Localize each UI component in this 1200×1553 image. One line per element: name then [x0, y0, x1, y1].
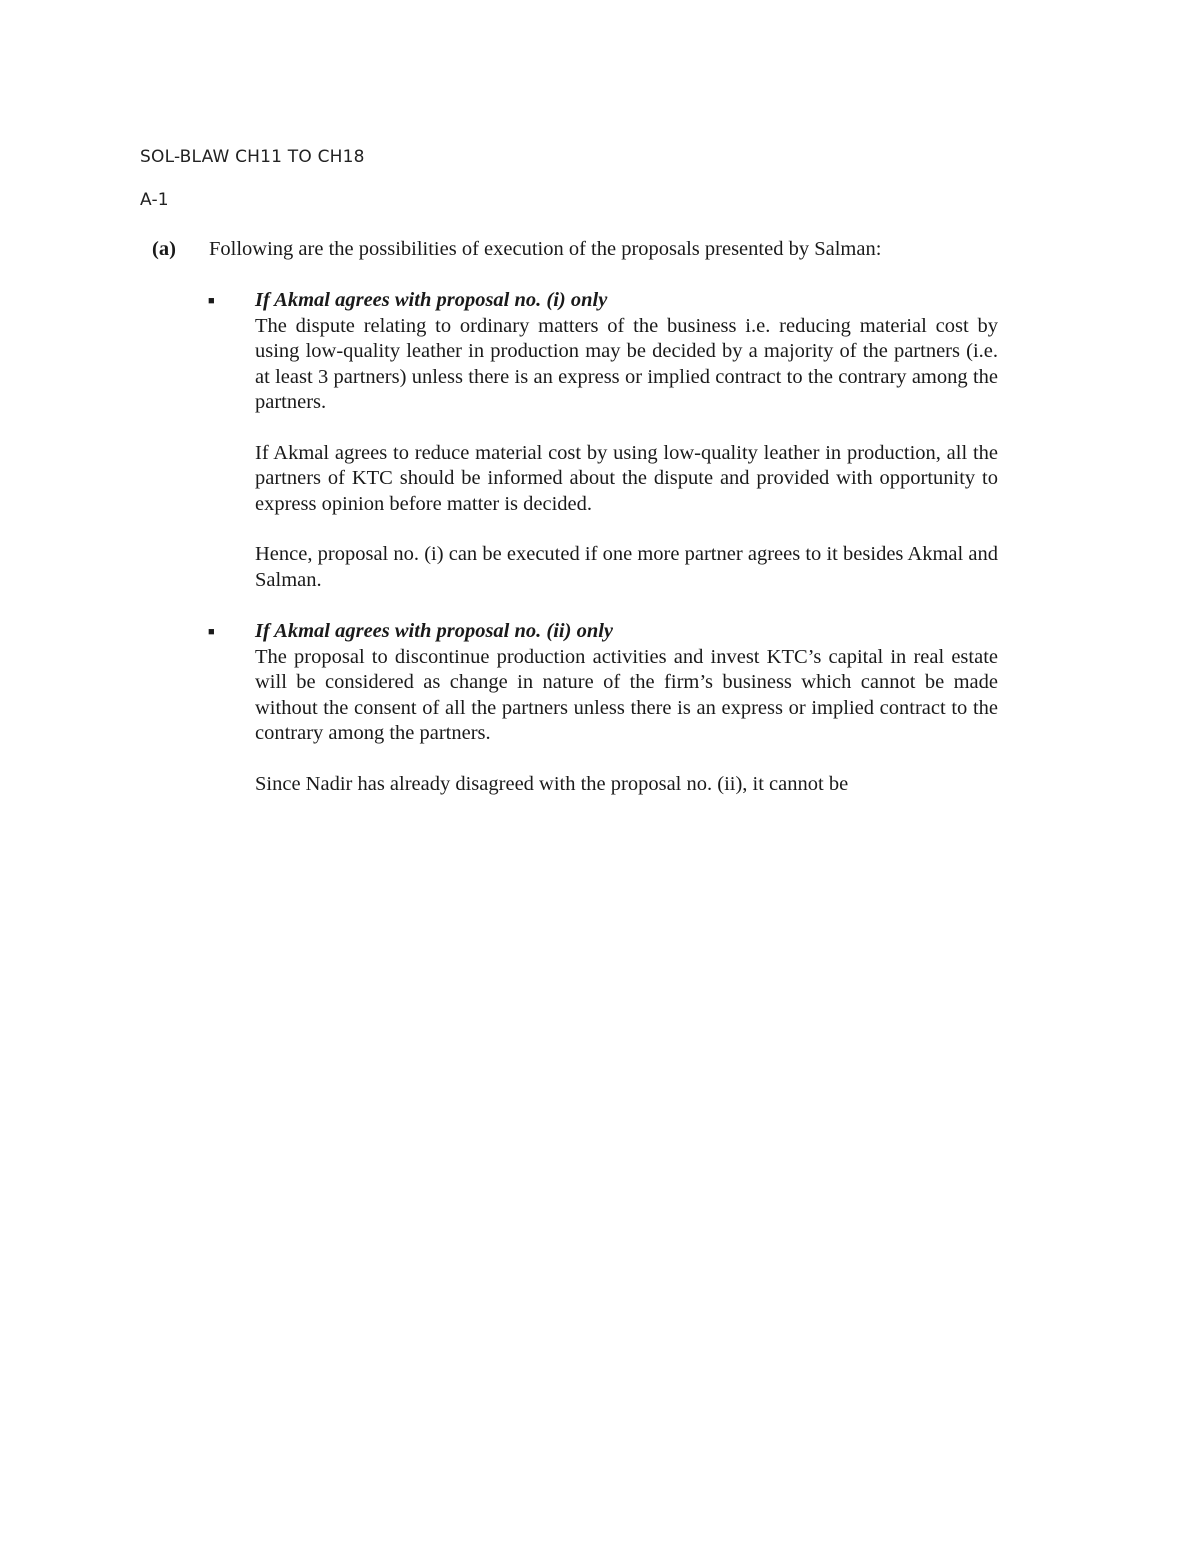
square-bullet-icon: ■: [208, 295, 215, 307]
paragraph: If Akmal agrees to reduce material cost by using low-quality leather in production, all the partners of KTC should be informed about the dispute and provided with opportunity to express opinion before matter is decided.: [255, 441, 998, 515]
part-intro: Following are the possibilities of execution of the proposals presented by Salman:: [209, 238, 882, 260]
part-a: [152, 236, 1002, 262]
bullet-heading: If Akmal agrees with proposal no. (i) only: [255, 289, 608, 311]
part-label: (a): [152, 238, 176, 260]
bullet-heading: If Akmal agrees with proposal no. (ii) only: [255, 620, 614, 642]
paragraph: The dispute relating to ordinary matters of the business i.e. reducing material cost by using low-quality leather in production may be decided by a majority of the partners (i.e. at least 3 partners) unless there is an express or implied contract to the contrary among the partners.: [255, 314, 998, 413]
paragraph: Since Nadir has already disagreed with the proposal no. (ii), it cannot be: [255, 772, 849, 795]
paragraph: The proposal to discontinue production activities and invest KTC’s capital in real estate will be considered as change in nature of the firm’s business which cannot be made without the consent of all the partners unless there is an express or implied contract to the contrary among the partners.: [255, 645, 998, 744]
bullet-item: [208, 288, 998, 593]
document-title: SOL-BLAW CH11 TO CH18: [140, 147, 365, 167]
bullet-item: [208, 619, 998, 797]
square-bullet-icon: ■: [208, 626, 215, 638]
question-number: A-1: [140, 190, 169, 210]
paragraph: Hence, proposal no. (i) can be executed if one more partner agrees to it besides Akmal and Salman.: [255, 543, 998, 591]
